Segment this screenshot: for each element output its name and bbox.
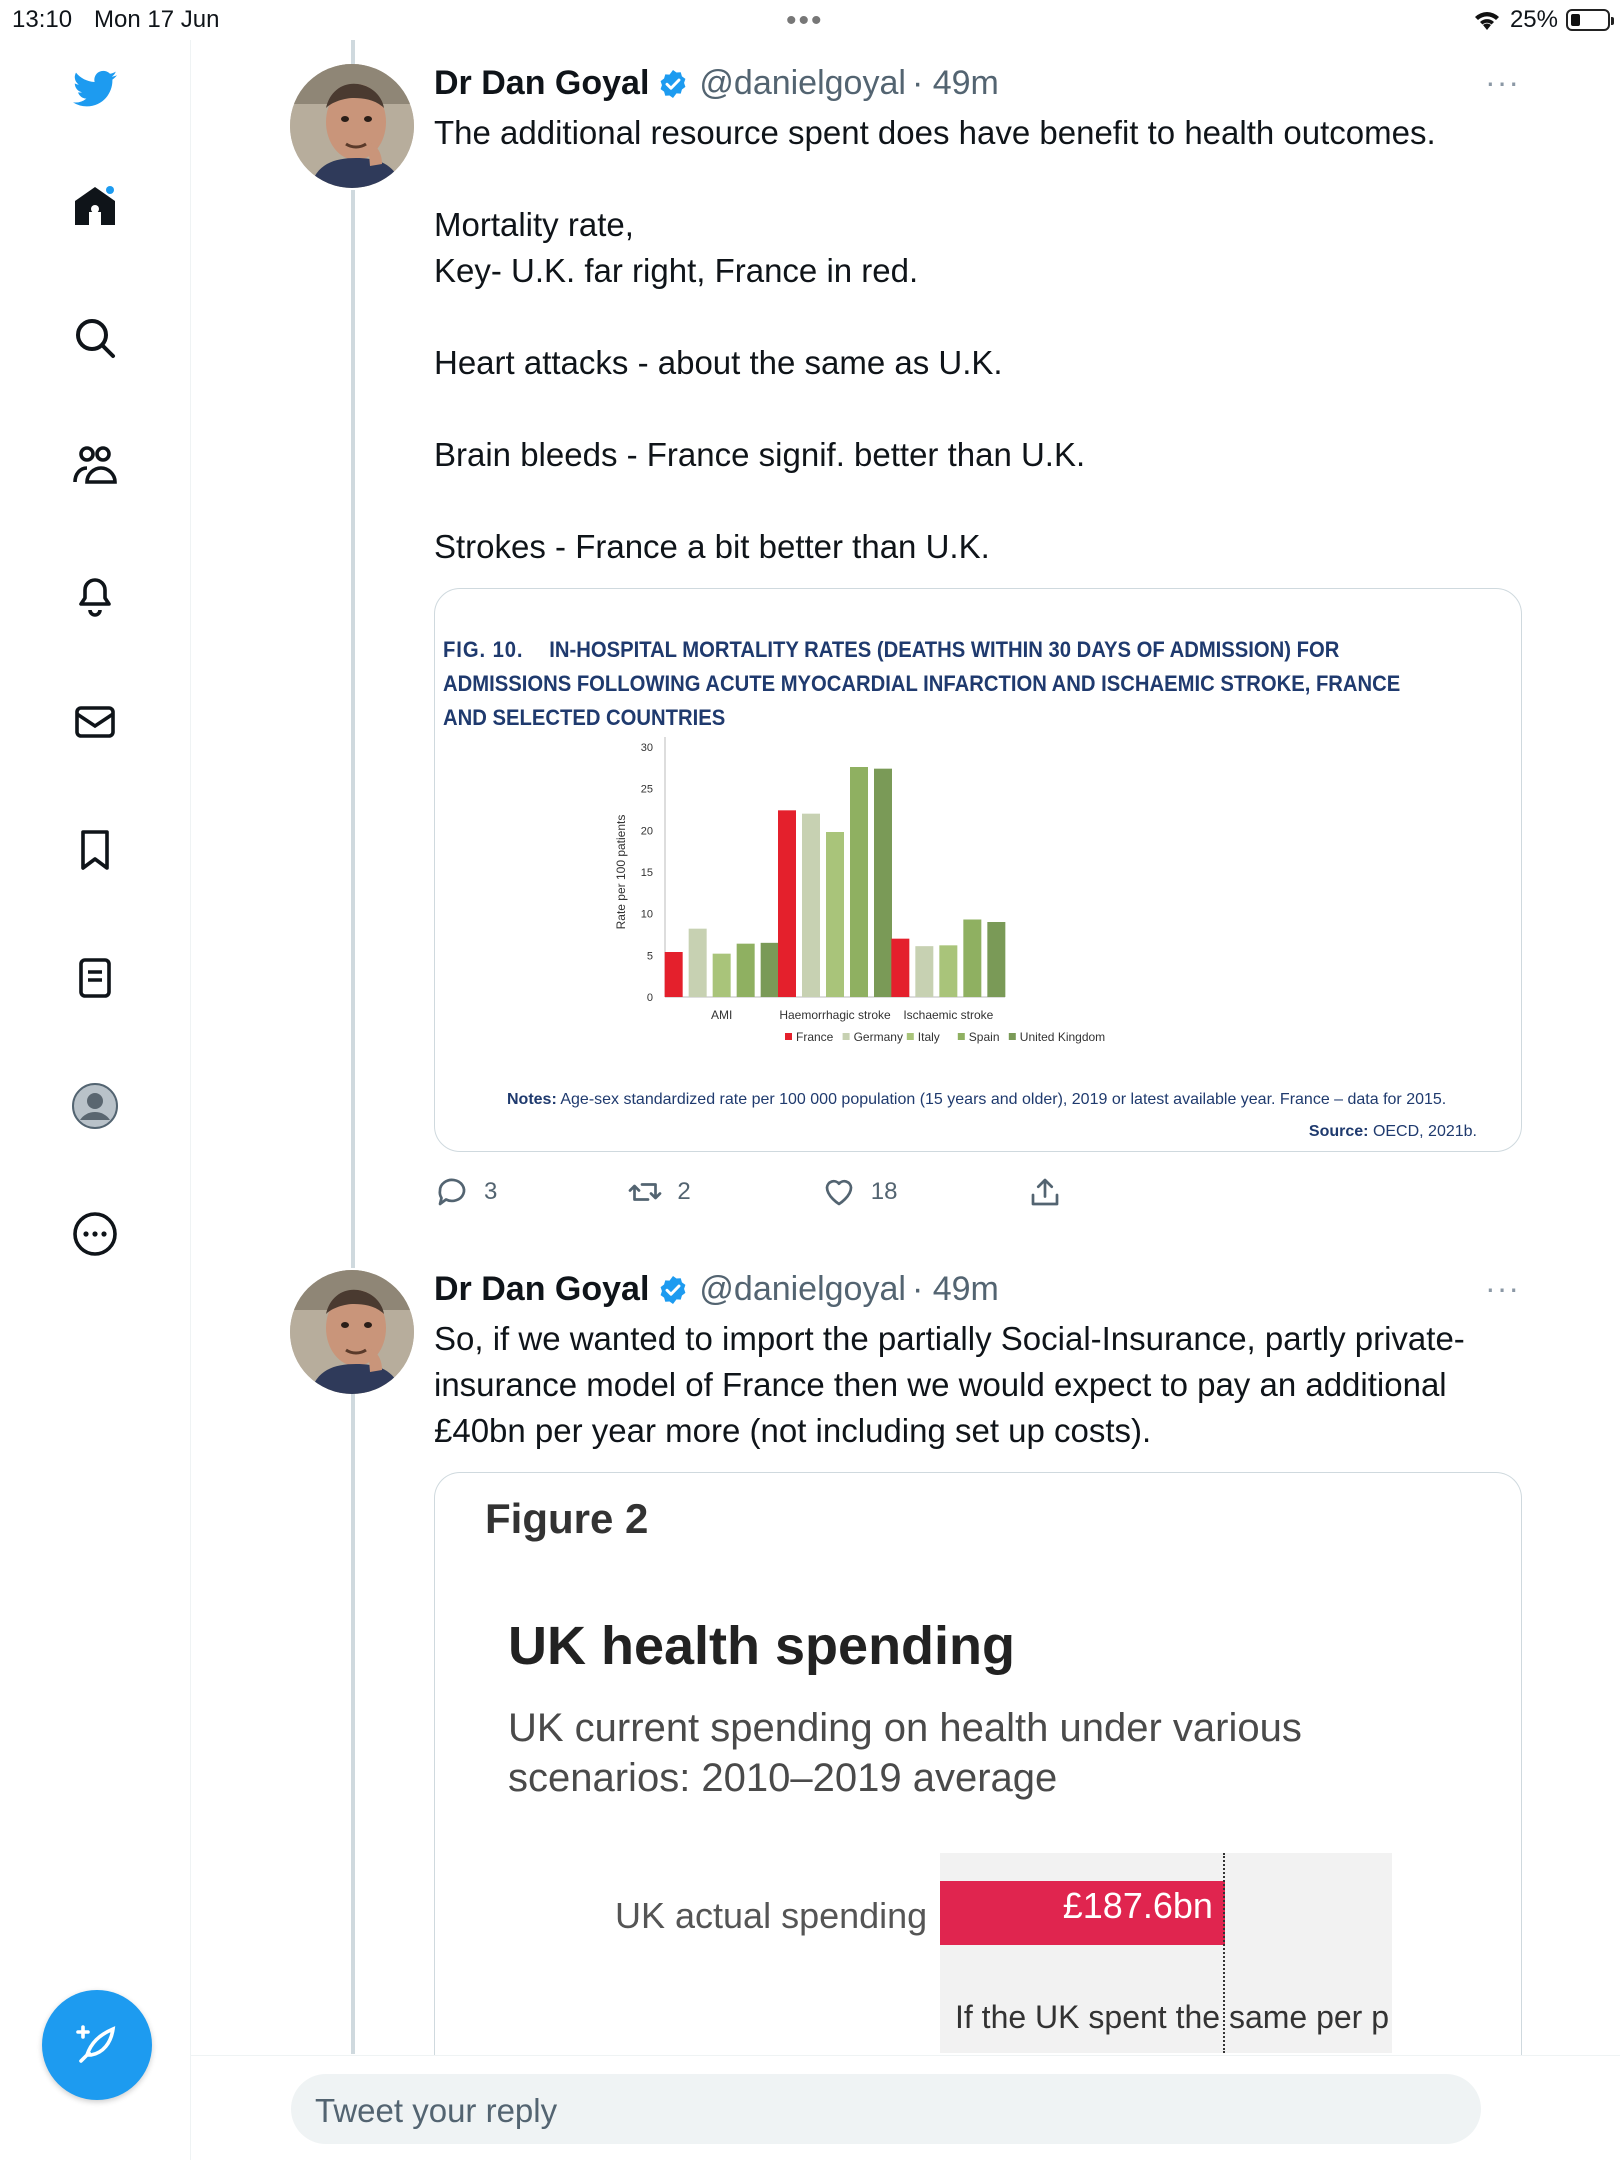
compose-feather-icon <box>73 2021 121 2069</box>
tweet-media-image[interactable] <box>434 1472 1522 2058</box>
bar-spain <box>963 920 981 998</box>
y-tick-label: 30 <box>640 742 653 754</box>
figure-subtitle: UK current spending on health under various scenarios: 2010–2019 average <box>508 1706 1302 1800</box>
tweet-more-icon[interactable]: ··· <box>1485 1270 1520 1306</box>
tweet[interactable] <box>290 64 1520 1234</box>
home-icon[interactable] <box>67 178 123 234</box>
tweet-line: So, if we wanted to import the partially Social-Insurance, partly private-insurance model of France then we would expect to pay an additional £40bn per year more (not including set up costs). <box>434 1320 1465 1449</box>
author-handle[interactable]: @danielgoyal <box>699 1270 906 1308</box>
legend-swatch <box>843 1033 850 1040</box>
bar-france <box>778 810 796 997</box>
y-axis-label: Rate per 100 patients <box>614 814 628 930</box>
wifi-icon <box>1472 8 1502 32</box>
bar-germany <box>689 929 707 997</box>
share-button[interactable] <box>1027 1174 1063 1210</box>
tweet-header <box>434 64 999 103</box>
communities-icon[interactable] <box>67 438 123 494</box>
legend-swatch <box>958 1033 965 1040</box>
figure-title: UK health spending <box>508 1616 1016 1676</box>
legend-entry: United Kingdom <box>1019 1030 1106 1044</box>
status-bar <box>0 0 1620 40</box>
tweet-line: Mortality rate, <box>434 206 634 243</box>
y-tick-label: 20 <box>640 825 653 838</box>
share-icon <box>1027 1174 1063 1210</box>
legend-swatch <box>1009 1033 1016 1040</box>
legend-entry: Spain <box>968 1030 1000 1044</box>
bar-spain <box>737 944 755 997</box>
notifications-icon[interactable] <box>67 566 123 622</box>
figure-number: Figure 2 <box>485 1495 649 1542</box>
legend-swatch <box>907 1033 914 1040</box>
bar-spain <box>850 767 868 997</box>
mortality-bar-chart <box>435 589 1521 1151</box>
bar-united-kingdom <box>761 943 779 997</box>
bar-france <box>665 952 683 997</box>
tweet-line: The additional resource spent does have benefit to health outcomes. <box>434 114 1436 151</box>
author-handle[interactable]: @danielgoyal <box>699 64 906 102</box>
battery-percent: 25% <box>1509 6 1558 33</box>
source-text: OECD, 2021b. <box>1372 1123 1477 1140</box>
twitter-logo-icon[interactable] <box>67 62 123 118</box>
tweet-text <box>434 1316 1524 1454</box>
tweet[interactable] <box>290 1270 1520 2060</box>
reply-placeholder: Tweet your reply <box>315 2092 558 2129</box>
more-icon[interactable] <box>67 1206 123 1262</box>
like-button[interactable] <box>821 1174 898 1210</box>
author-name[interactable]: Dr Dan Goyal <box>434 1270 650 1308</box>
search-icon[interactable] <box>67 310 123 366</box>
reply-icon <box>434 1174 470 1210</box>
multitasking-dots-icon[interactable]: ••• <box>786 4 824 37</box>
figure-number: FIG. 10. <box>443 637 524 662</box>
lists-icon[interactable] <box>67 950 123 1006</box>
y-tick-label: 25 <box>640 783 653 796</box>
compose-tweet-button[interactable] <box>42 1990 152 2100</box>
status-date: Mon 17 Jun <box>94 6 220 33</box>
verified-badge-icon <box>657 1274 689 1306</box>
bar-value-label: £187.6bn <box>1062 1885 1213 1926</box>
tweet-text <box>434 110 1524 570</box>
bookmarks-icon[interactable] <box>67 822 123 878</box>
avatar[interactable] <box>290 64 414 188</box>
avatar[interactable] <box>290 1270 414 1394</box>
bar-united-kingdom <box>987 922 1005 997</box>
status-time: 13:10 <box>12 6 73 33</box>
figure-source <box>1309 1123 1477 1141</box>
x-tick-label: AMI <box>710 1008 733 1022</box>
author-name[interactable]: Dr Dan Goyal <box>434 64 650 102</box>
bar-category-label: UK actual spending <box>615 1895 928 1936</box>
y-tick-label: 15 <box>640 867 653 879</box>
tweet-line: Strokes - France a bit better than U.K. <box>434 528 990 565</box>
source-label: Source: <box>1308 1123 1369 1140</box>
tweet-line: Brain bleeds - France signif. better than U.K. <box>434 436 1086 473</box>
thread-line-top <box>351 40 355 65</box>
y-tick-label: 5 <box>646 950 653 963</box>
bar-italy <box>826 832 844 997</box>
bar-united-kingdom <box>874 769 892 997</box>
reply-input[interactable] <box>291 2074 1481 2144</box>
y-tick-label: 10 <box>640 908 653 921</box>
status-right <box>1472 6 1610 34</box>
reply-button[interactable] <box>434 1174 497 1210</box>
retweet-icon <box>627 1174 663 1210</box>
notes-label: Notes: <box>507 1091 557 1108</box>
legend-entry: France <box>796 1030 834 1044</box>
sidebar <box>0 40 191 2160</box>
legend-entry: Germany <box>853 1030 903 1044</box>
verified-badge-icon <box>657 68 689 100</box>
bar-germany <box>802 814 820 997</box>
reply-count: 3 <box>484 1178 498 1205</box>
bar-italy <box>713 954 731 997</box>
tweet-more-icon[interactable]: ··· <box>1485 64 1520 100</box>
tweet-actions <box>434 1174 1193 1210</box>
legend-entry: Italy <box>917 1030 940 1044</box>
figure-title-text: IN-HOSPITAL MORTALITY RATES (DEATHS WITHIN 30 DAYS OF ADMISSION) FOR ADMISSIONS FOLLOWING ACUTE MYOCARDIAL INFARCTION AND ISCHAEMIC STROKE, FRANCE AND SELECTED COUNTRIES <box>443 637 1401 730</box>
bar-italy <box>939 945 957 997</box>
x-tick-label: Ischaemic stroke <box>903 1008 994 1022</box>
tweet-line: Key- U.K. far right, France in red. <box>434 252 919 289</box>
tweet-timestamp[interactable]: · 49m <box>911 1270 999 1308</box>
y-tick-label: 0 <box>646 992 653 1004</box>
scenario-label: If the UK spent the same per p <box>955 1999 1390 2035</box>
figure-notes <box>507 1091 1446 1109</box>
profile-icon[interactable] <box>67 1078 123 1134</box>
legend-swatch <box>785 1033 792 1040</box>
tweet-header <box>434 1270 999 1309</box>
bar-germany <box>915 946 933 997</box>
tweet-media-image[interactable] <box>434 588 1522 1152</box>
tweet-timestamp[interactable]: · 49m <box>911 64 999 102</box>
like-count: 18 <box>870 1178 898 1205</box>
heart-icon <box>821 1174 857 1210</box>
retweet-button[interactable] <box>627 1174 690 1210</box>
tweet-line: Heart attacks - about the same as U.K. <box>434 344 1003 381</box>
messages-icon[interactable] <box>67 694 123 750</box>
bar-france <box>891 939 909 997</box>
notes-text: Age-sex standardized rate per 100 000 population (15 years and older), 2019 or latest available year. France – data for 2015. <box>560 1091 1447 1108</box>
battery-icon <box>1566 9 1610 31</box>
retweet-count: 2 <box>677 1178 691 1205</box>
reply-bar <box>191 2055 1620 2161</box>
x-tick-label: Haemorrhagic stroke <box>779 1008 891 1022</box>
